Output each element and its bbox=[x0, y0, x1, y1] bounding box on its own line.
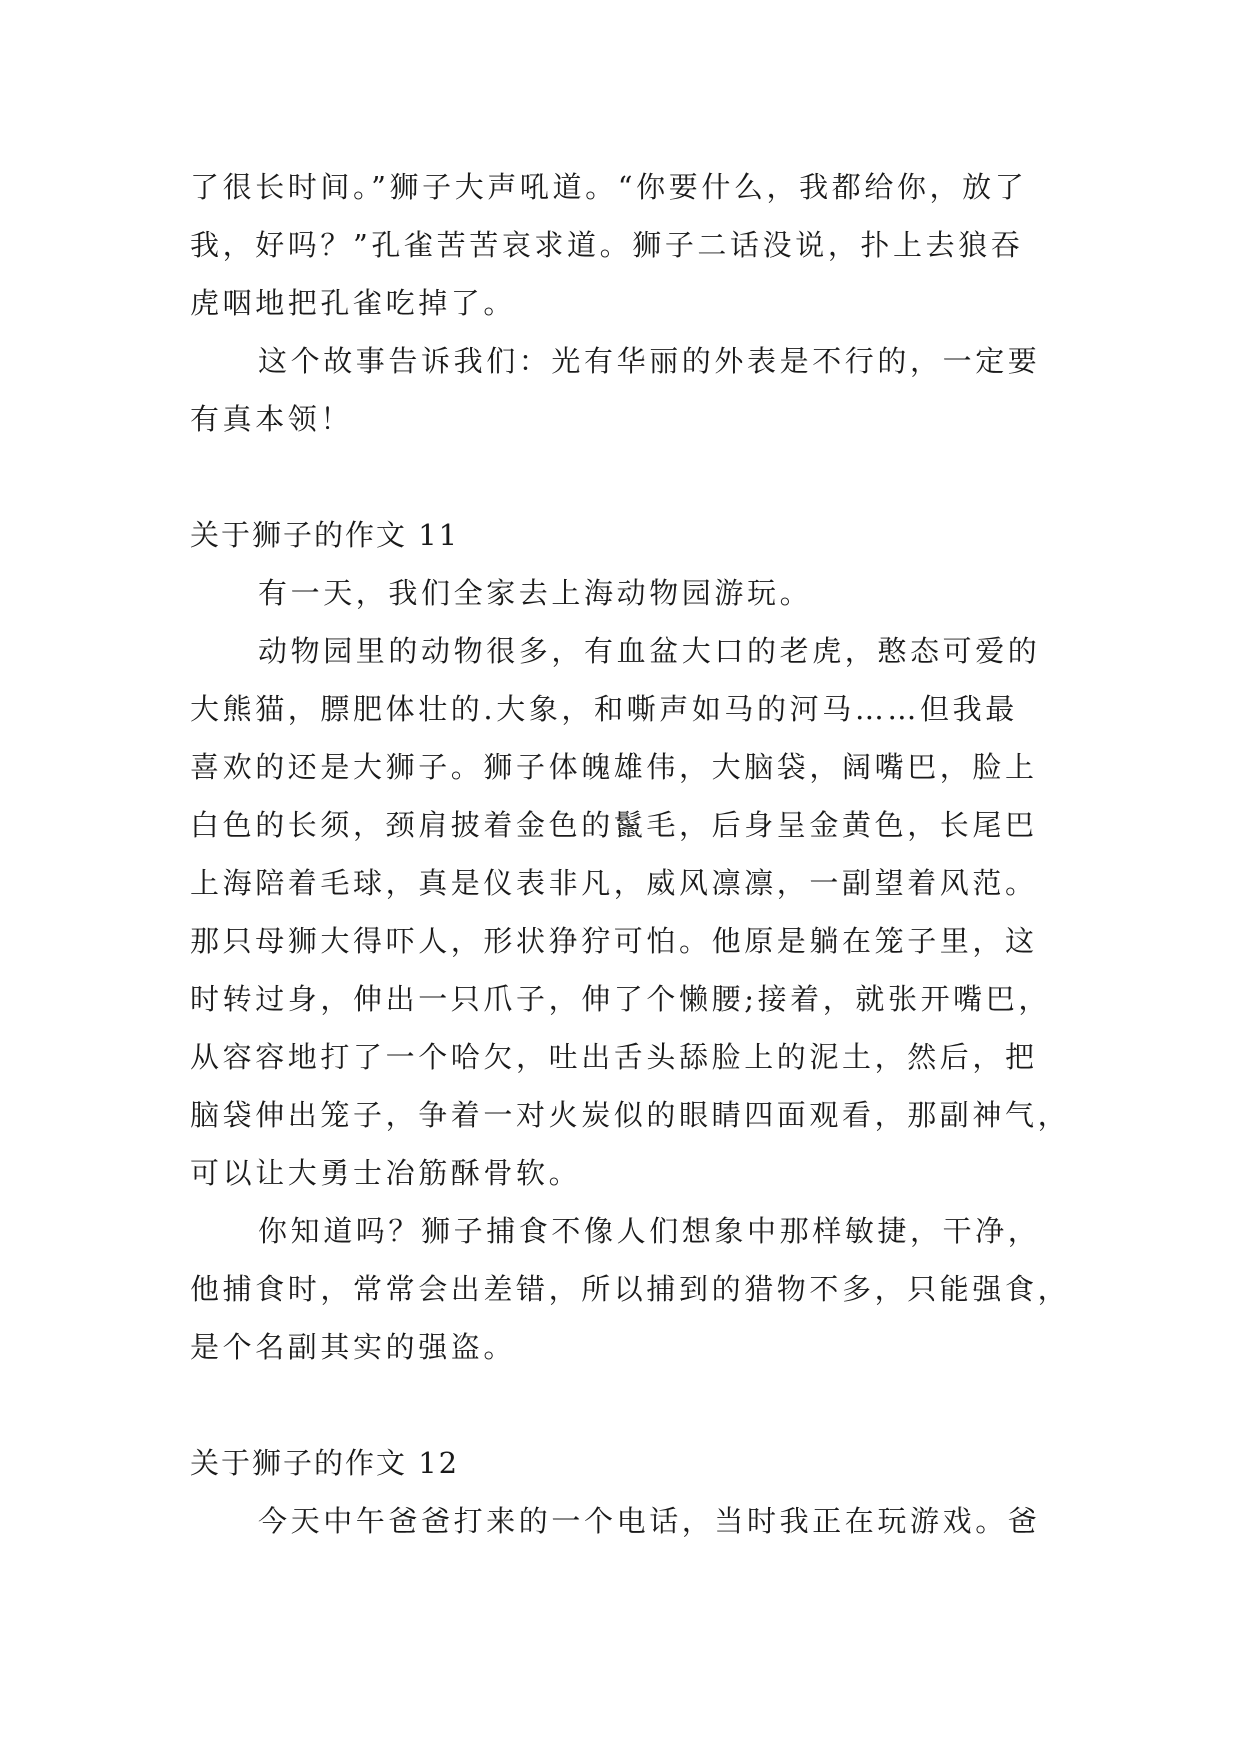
text-line: 有真本领！ bbox=[190, 402, 354, 436]
paragraph bbox=[190, 622, 1071, 1202]
text-line: 动物园里的动物很多，有血盆大口的老虎，憨态可爱的 bbox=[258, 634, 1041, 668]
text-line: 了很长时间。”狮子大声吼道。“你要什么，我都给你，放了 bbox=[190, 170, 1028, 204]
text-line: 那只母狮大得吓人，形状狰狞可怕。他原是躺在笼子里，这 bbox=[190, 924, 1038, 958]
document-body bbox=[190, 158, 1071, 1550]
text-line: 是个名副其实的强盗。 bbox=[190, 1330, 517, 1364]
text-line: 大熊猫，膘肥体壮的.大象，和嘶声如马的河马……但我最 bbox=[190, 692, 1018, 726]
text-line: 时转过身，伸出一只爪子，伸了个懒腰;接着，就张开嘴巴， bbox=[190, 982, 1051, 1016]
text-line: 喜欢的还是大狮子。狮子体魄雄伟，大脑袋，阔嘴巴，脸上 bbox=[190, 750, 1038, 784]
text-line: 白色的长须，颈肩披着金色的鬣毛，后身呈金黄色，长尾巴 bbox=[190, 808, 1038, 842]
text-line: 这个故事告诉我们：光有华丽的外表是不行的，一定要 bbox=[258, 344, 1041, 378]
paragraph bbox=[190, 1202, 1071, 1376]
text-line: 他捕食时，常常会出差错，所以捕到的猎物不多，只能强食， bbox=[190, 1272, 1071, 1306]
paragraph bbox=[190, 564, 1060, 622]
text-line: 可以让大勇士冶筋酥骨软。 bbox=[190, 1156, 582, 1190]
paragraph bbox=[190, 1492, 1060, 1550]
section-gap bbox=[190, 448, 1060, 506]
section-title: 关于狮子的作文 12 bbox=[190, 1446, 460, 1480]
text-line: 脑袋伸出笼子，争着一对火炭似的眼睛四面观看，那副神气， bbox=[190, 1098, 1071, 1132]
text-line: 我，好吗？”孔雀苦苦哀求道。狮子二话没说，扑上去狼吞 bbox=[190, 228, 1024, 262]
paragraph bbox=[190, 158, 1060, 332]
text-line: 虎咽地把孔雀吃掉了。 bbox=[190, 286, 517, 320]
text-line: 从容容地打了一个哈欠，吐出舌头舔脸上的泥土，然后，把 bbox=[190, 1040, 1038, 1074]
text-line: 今天中午爸爸打来的一个电话，当时我正在玩游戏。爸 bbox=[258, 1504, 1041, 1538]
paragraph bbox=[190, 332, 1060, 448]
section-title: 关于狮子的作文 11 bbox=[190, 518, 460, 552]
text-line: 你知道吗？狮子捕食不像人们想象中那样敏捷，干净， bbox=[258, 1214, 1041, 1248]
text-line: 有一天，我们全家去上海动物园游玩。 bbox=[258, 576, 813, 610]
text-line: 上海陪着毛球，真是仪表非凡，威风凛凛，一副望着风范。 bbox=[190, 866, 1038, 900]
section-gap bbox=[190, 1376, 1060, 1434]
